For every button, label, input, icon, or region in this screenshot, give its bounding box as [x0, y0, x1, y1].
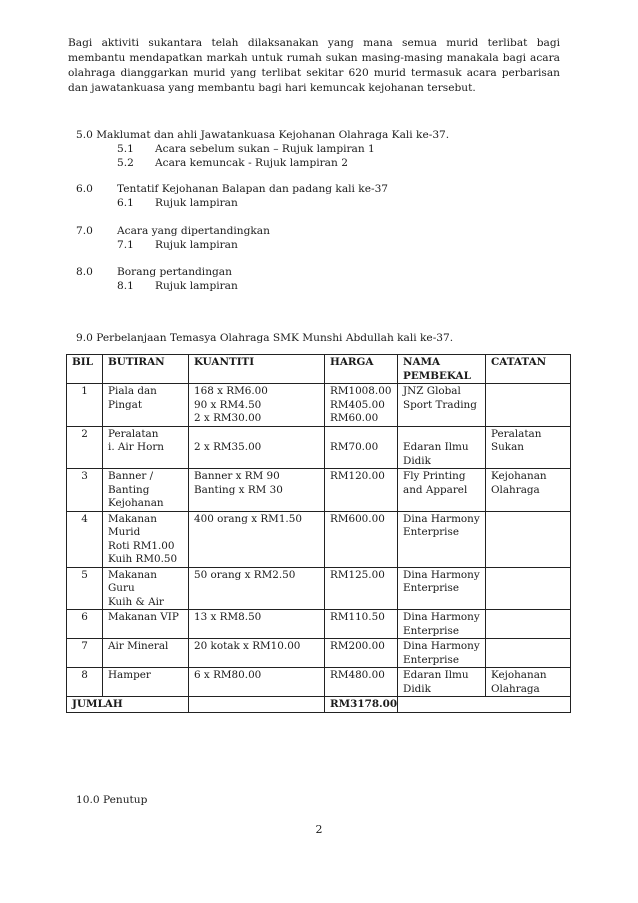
cell-pembekal [398, 384, 486, 427]
cell-butiran [103, 426, 189, 469]
cell-line: RM120.00 [330, 470, 385, 482]
cell-line: Peralatan [491, 427, 542, 440]
section-number: 8.0 [76, 266, 93, 278]
item-number: 5.2 [117, 157, 134, 169]
cell-line: RM480.00 [330, 669, 385, 681]
cell-butiran [103, 668, 189, 697]
table-row [67, 639, 571, 668]
cell-pembekal [398, 639, 486, 668]
cell-line: Piala dan [108, 385, 157, 397]
section-5-heading: 5.0 Maklumat dan ahli Jawatankuasa Kejohanan Olahraga Kali ke-37. [76, 129, 450, 141]
cell-line: Didik [403, 682, 431, 695]
table-header-row [67, 355, 571, 384]
cell-bil: 5 [67, 567, 103, 610]
section-5-items [76, 142, 496, 170]
page-number: 2 [315, 823, 323, 836]
cell-line: Makanan [108, 512, 157, 525]
total-row [67, 697, 571, 713]
cell-line: and Apparel [403, 483, 468, 496]
cell-bil: 7 [67, 639, 103, 668]
cell-line: 50 orang x RM2.50 [194, 568, 296, 581]
cell-line: 20 kotak x RM10.00 [194, 640, 301, 652]
cell-line: i. Air Horn [108, 441, 165, 453]
cell-catatan [486, 639, 571, 668]
cell-pembekal [398, 668, 486, 697]
item-text: Acara sebelum sukan – Rujuk lampiran 1 [155, 143, 375, 155]
section-5-item [76, 156, 496, 170]
section-9-heading: 9.0 Perbelanjaan Temasya Olahraga SMK Munshi Abdullah kali ke-37. [76, 332, 454, 344]
cell-harga [325, 469, 398, 512]
section-number: 7.0 [76, 225, 93, 237]
cell-pembekal [398, 610, 486, 639]
cell-catatan [486, 469, 571, 512]
cell-line: Enterprise [403, 653, 459, 666]
cell-harga [325, 668, 398, 697]
section-7 [76, 224, 496, 252]
cell-line: RM200.00 [330, 640, 385, 652]
cell-bil: 2 [67, 426, 103, 469]
cell-line: 168 x RM6.00 [194, 385, 268, 397]
cell-catatan [486, 567, 571, 610]
header-bil: BIL [67, 355, 103, 384]
item-number: 5.1 [117, 143, 134, 155]
sub-number: 6.1 [117, 197, 134, 209]
cell-line: Kuih & Air [108, 595, 164, 608]
header-nama-pembekal: NAMA PEMBEKAL [398, 355, 486, 384]
cell-line: RM125.00 [330, 568, 385, 581]
cell-line: Dina Harmony [403, 640, 480, 652]
cell-line [330, 428, 392, 442]
table-row [67, 384, 571, 427]
sub-text: Rujuk lampiran [155, 197, 238, 209]
section-6 [76, 182, 496, 210]
cell-line: Roti RM1.00 [108, 539, 175, 552]
cell-pembekal [398, 469, 486, 512]
total-empty-cell [189, 697, 325, 713]
cell-line: JNZ Global [403, 385, 461, 397]
cell-line: Sukan [491, 441, 524, 453]
expense-table [66, 354, 571, 713]
cell-pembekal [398, 426, 486, 469]
cell-line [194, 428, 319, 442]
cell-bil: 3 [67, 469, 103, 512]
cell-line: 2 x RM30.00 [194, 412, 262, 424]
cell-line: RM70.00 [330, 441, 379, 453]
total-value: RM3178.00 [325, 697, 398, 713]
cell-line: Olahraga [491, 483, 540, 496]
cell-line: Pingat [108, 398, 143, 411]
cell-kuantiti [189, 567, 325, 610]
section-title: Borang pertandingan [117, 266, 232, 278]
sub-number: 7.1 [117, 239, 134, 251]
cell-line: Fly Printing [403, 470, 466, 482]
cell-pembekal [398, 511, 486, 567]
cell-bil: 6 [67, 610, 103, 639]
sub-text: Rujuk lampiran [155, 239, 238, 251]
table-row [67, 567, 571, 610]
cell-harga [325, 511, 398, 567]
cell-line: 90 x RM4.50 [194, 398, 262, 411]
cell-kuantiti [189, 426, 325, 469]
header-kuantiti: KUANTITI [189, 355, 325, 384]
cell-line: 400 orang x RM1.50 [194, 512, 302, 525]
cell-line: Kuih RM0.50 [108, 553, 178, 565]
cell-catatan [486, 511, 571, 567]
table-row [67, 668, 571, 697]
cell-line: Dina Harmony [403, 512, 480, 525]
section-title: Tentatif Kejohanan Balapan dan padang kali ke-37 [117, 183, 389, 195]
section-title: Acara yang dipertandingkan [117, 225, 270, 237]
table-row [67, 426, 571, 469]
total-empty-cell [398, 697, 571, 713]
cell-line: Peralatan [108, 427, 159, 440]
cell-line: Edaran Ilmu [403, 441, 469, 453]
header-harga: HARGA [325, 355, 398, 384]
table-row [67, 469, 571, 512]
cell-line: Makanan VIP [108, 611, 179, 623]
cell-line: 13 x RM8.50 [194, 611, 262, 623]
sub-text: Rujuk lampiran [155, 280, 238, 292]
cell-line: Dina Harmony [403, 568, 480, 581]
table-body [67, 384, 571, 697]
cell-line: Hamper [108, 669, 151, 681]
section-8 [76, 265, 496, 293]
cell-kuantiti [189, 668, 325, 697]
item-text: Acara kemuncak - Rujuk lampiran 2 [155, 157, 348, 169]
cell-bil: 4 [67, 511, 103, 567]
section-5-item [76, 142, 496, 156]
cell-butiran [103, 384, 189, 427]
cell-line: Sport Trading [403, 398, 477, 411]
cell-line: Kejohanan [491, 669, 547, 681]
cell-line: Enterprise [403, 526, 459, 538]
cell-kuantiti [189, 639, 325, 668]
cell-catatan [486, 668, 571, 697]
cell-kuantiti [189, 511, 325, 567]
cell-line: RM600.00 [330, 512, 385, 525]
cell-bil: 1 [67, 384, 103, 427]
cell-kuantiti [189, 610, 325, 639]
cell-harga [325, 639, 398, 668]
cell-catatan [486, 610, 571, 639]
cell-line: Banner / [108, 470, 154, 482]
section-number: 6.0 [76, 183, 93, 195]
cell-harga [325, 426, 398, 469]
cell-line: Kejohanan [108, 497, 164, 509]
cell-line: Enterprise [403, 624, 459, 637]
cell-line: 6 x RM80.00 [194, 669, 262, 681]
cell-butiran [103, 610, 189, 639]
cell-line: Banting x RM 30 [194, 483, 283, 496]
cell-line: Makanan Guru [108, 568, 157, 594]
total-label: JUMLAH [67, 697, 189, 713]
cell-line: Enterprise [403, 582, 459, 594]
cell-line: Didik [403, 454, 431, 467]
cell-catatan [486, 426, 571, 469]
table-row [67, 511, 571, 567]
intro-paragraph: Bagi aktiviti sukantara telah dilaksanakan yang mana semua murid terlibat bagi membantu mendapatkan markah untuk rumah sukan masing-masing manakala bagi acara olahraga dianggarkan murid yang terlibat sekitar 620 murid termasuk acara perbarisan dan jawatankuasa yang membantu bagi hari kemuncak kejohanan tersebut. [68, 37, 560, 94]
cell-line: RM405.00 [330, 398, 385, 411]
cell-line: RM110.50 [330, 611, 385, 623]
cell-harga [325, 567, 398, 610]
header-butiran: BUTIRAN [103, 355, 189, 384]
cell-line: Edaran Ilmu [403, 669, 469, 681]
cell-butiran [103, 469, 189, 512]
section-10-heading: 10.0 Penutup [76, 794, 148, 806]
cell-butiran [103, 639, 189, 668]
cell-line: Air Mineral [108, 640, 169, 652]
cell-kuantiti [189, 384, 325, 427]
cell-butiran [103, 567, 189, 610]
table-row [67, 610, 571, 639]
cell-line: Murid [108, 526, 141, 538]
cell-line [403, 428, 480, 442]
sub-number: 8.1 [117, 280, 134, 292]
header-catatan: CATATAN [486, 355, 571, 384]
cell-pembekal [398, 567, 486, 610]
cell-line: Olahraga [491, 682, 540, 695]
cell-line: Kejohanan [491, 470, 547, 482]
cell-harga [325, 610, 398, 639]
cell-line: RM60.00 [330, 412, 379, 424]
cell-butiran [103, 511, 189, 567]
cell-kuantiti [189, 469, 325, 512]
cell-line: Dina Harmony [403, 611, 480, 623]
cell-line: RM1008.00 [330, 385, 392, 397]
cell-catatan [486, 384, 571, 427]
cell-line: Banting [108, 483, 150, 496]
cell-line: 2 x RM35.00 [194, 441, 262, 453]
cell-line: Banner x RM 90 [194, 470, 280, 482]
cell-harga [325, 384, 398, 427]
cell-bil: 8 [67, 668, 103, 697]
